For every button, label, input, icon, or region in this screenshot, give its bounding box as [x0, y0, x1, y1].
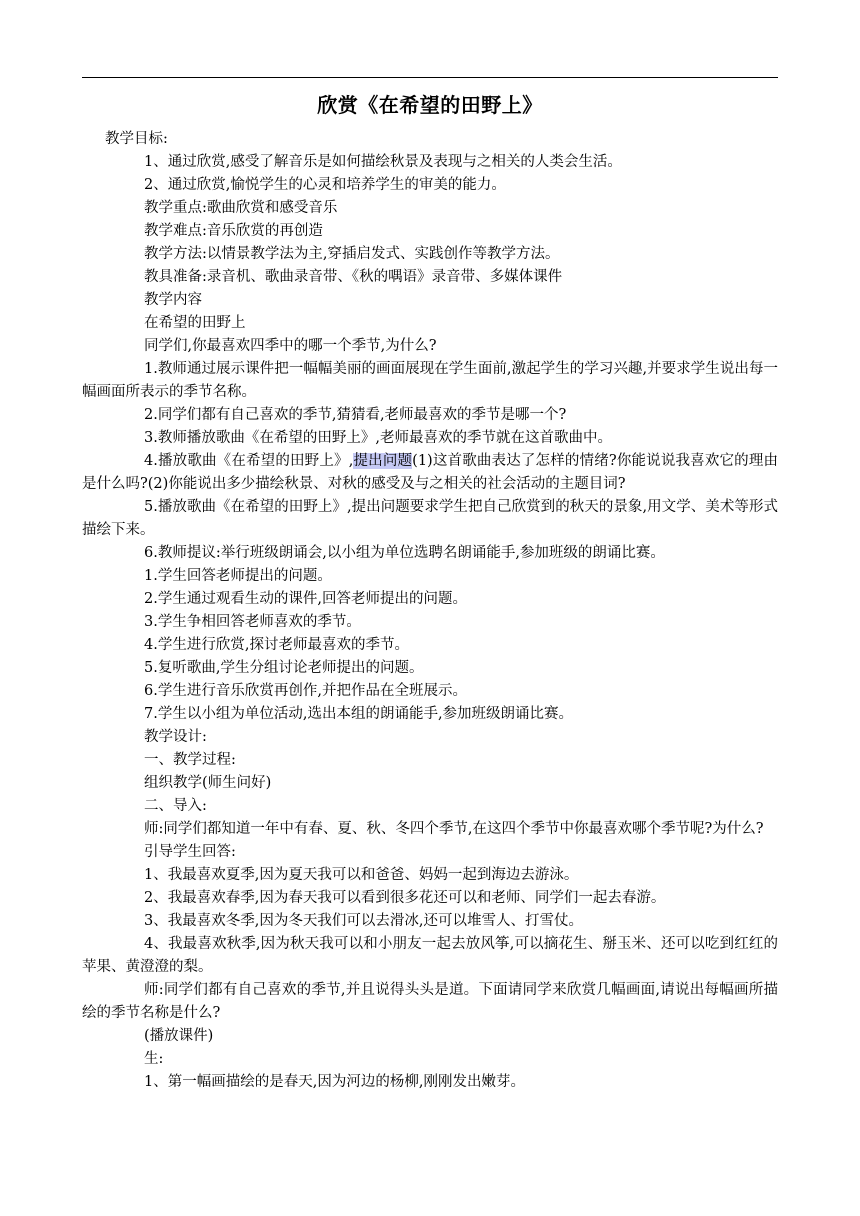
paragraph: 1.学生回答老师提出的问题。 [144, 568, 332, 584]
paragraph: 师:同学们都知道一年中有春、夏、秋、冬四个季节,在这四个季节中你最喜欢哪个季节呢?为什么? [144, 821, 764, 837]
paragraph: 3.教师播放歌曲《在希望的田野上》,老师最喜欢的季节就在这首歌曲中。 [144, 430, 612, 446]
paragraph-text: 4.播放歌曲《在希望的田野上》, [144, 453, 354, 469]
paragraph: 教具准备:录音机、歌曲录音带、《秋的喁语》录音带、多媒体课件 [144, 269, 563, 285]
document-title: 欣赏《在希望的田野上》 [317, 93, 543, 117]
paragraph: 教学难点:音乐欣赏的再创造 [144, 223, 323, 239]
paragraph: 二、导入: [144, 798, 207, 814]
paragraph: 师:同学们都有自己喜欢的季节,并且说得头头是道。下面请同学来欣赏几幅画面,请说出每幅画所描绘的季节名称是什么? [82, 982, 778, 1021]
paragraph: 1、我最喜欢夏季,因为夏天我可以和爸爸、妈妈一起到海边去游泳。 [144, 867, 579, 883]
document-body [82, 128, 778, 1094]
paragraph: 1、第一幅画描绘的是春天,因为河边的杨柳,刚刚发出嫩芽。 [144, 1074, 525, 1090]
paragraph: 6.学生进行音乐欣赏再创作,并把作品在全班展示。 [144, 683, 467, 699]
paragraph: 2.同学们都有自己喜欢的季节,猜猜看,老师最喜欢的季节是哪一个? [144, 407, 567, 423]
paragraph: 2、我最喜欢春季,因为春天我可以看到很多花还可以和老师、同学们一起去春游。 [144, 890, 666, 906]
paragraph: (播放课件) [144, 1028, 214, 1044]
paragraph: 同学们,你最喜欢四季中的哪一个季节,为什么? [144, 338, 437, 354]
paragraph: 6.教师提议:举行班级朗诵会,以小组为单位选聘名朗诵能手,参加班级的朗诵比赛。 [144, 545, 665, 561]
paragraph [82, 450, 778, 496]
paragraph: 在希望的田野上 [144, 315, 246, 331]
highlighted-text[interactable]: 提出问题 [353, 453, 413, 469]
paragraph: 7.学生以小组为单位活动,选出本组的朗诵能手,参加班级朗诵比赛。 [144, 706, 574, 722]
header-rule [82, 77, 778, 78]
paragraph: 5.播放歌曲《在希望的田野上》,提出问题要求学生把自己欣赏到的秋天的景象,用文学、美术等形式描绘下来。 [82, 499, 778, 538]
paragraph: 引导学生回答: [144, 844, 236, 860]
paragraph: 2.学生通过观看生动的课件,回答老师提出的问题。 [144, 591, 467, 607]
paragraph: 3、我最喜欢冬季,因为冬天我们可以去滑冰,还可以堆雪人、打雪仗。 [144, 913, 583, 929]
paragraph: 1.教师通过展示课件把一幅幅美丽的画面展现在学生面前,激起学生的学习兴趣,并要求学生说出每一幅画面所表示的季节名称。 [82, 361, 778, 400]
paragraph: 4.学生进行欣赏,探讨老师最喜欢的季节。 [144, 637, 409, 653]
paragraph: 4、我最喜欢秋季,因为秋天我可以和小朋友一起去放风筝,可以摘花生、掰玉米、还可以吃到红红的苹果、黄澄澄的梨。 [82, 936, 778, 975]
paragraph: 2、通过欣赏,愉悦学生的心灵和培养学生的审美的能力。 [144, 177, 506, 193]
paragraph: 组织教学(师生问好) [144, 775, 272, 791]
paragraph: 1、通过欣赏,感受了解音乐是如何描绘秋景及表现与之相关的人类会生活。 [144, 154, 622, 170]
paragraph: 3.学生争相回答老师喜欢的季节。 [144, 614, 361, 630]
paragraph: 教学目标: [105, 131, 168, 147]
paragraph: 教学重点:歌曲欣赏和感受音乐 [144, 200, 338, 216]
paragraph: 教学方法:以情景教学法为主,穿插启发式、实践创作等教学方法。 [144, 246, 560, 262]
paragraph-text: (1)这首歌曲表达了怎样的情绪?你能说说我喜欢它的理由是什么吗?(2)你能说出多少描绘秋景、对秋的感受及与之相关的社会活动的主题目词? [82, 453, 779, 492]
paragraph: 生: [144, 1051, 164, 1067]
paragraph: 教学内容 [144, 292, 202, 308]
paragraph: 5.复听歌曲,学生分组讨论老师提出的问题。 [144, 660, 424, 676]
paragraph: 教学设计: [144, 729, 207, 745]
paragraph: 一、教学过程: [144, 752, 236, 768]
